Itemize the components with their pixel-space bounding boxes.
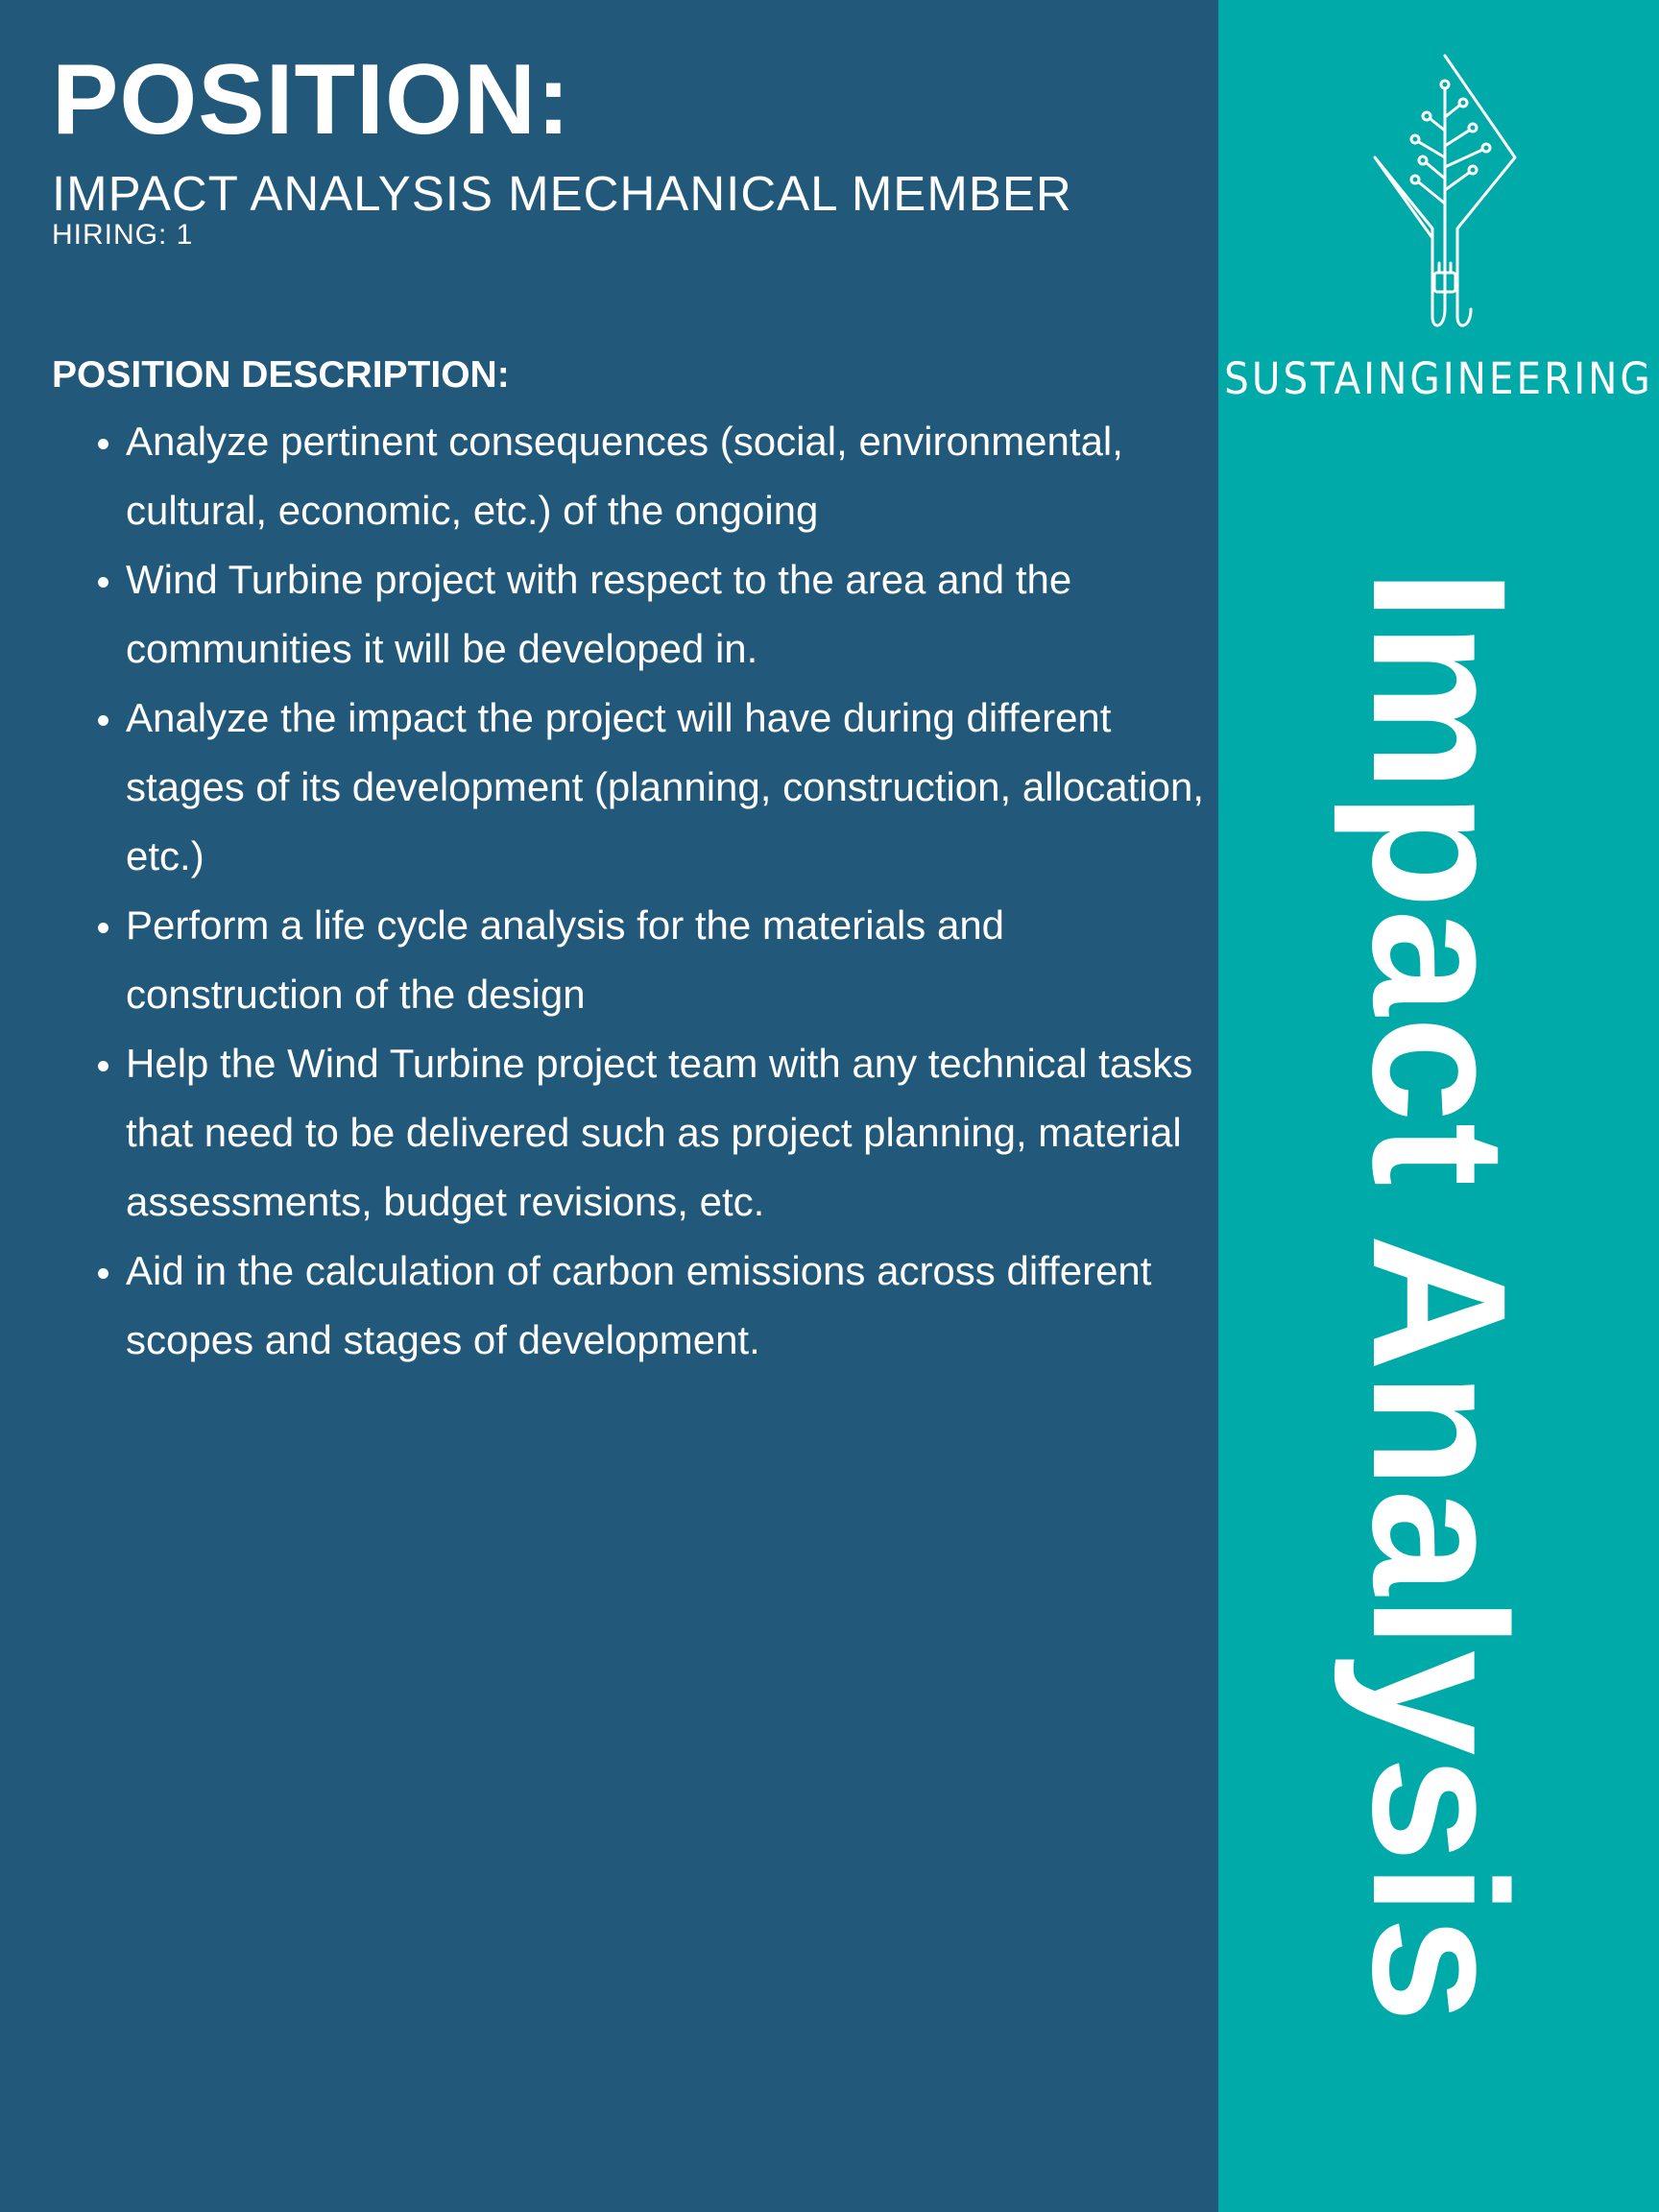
- position-name: IMPACT ANALYSIS MECHANICAL MEMBER: [52, 166, 1072, 221]
- list-item: • Aid in the calculation of carbon emissions across different scopes and stages of development.: [126, 1237, 1230, 1375]
- description-heading: POSITION DESCRIPTION:: [52, 354, 510, 396]
- description-list: [52, 407, 1230, 1375]
- page-title: POSITION:: [52, 44, 571, 156]
- list-item: • Wind Turbine project with respect to the area and the communities it will be developed in.: [126, 545, 1230, 684]
- brand-name: SUSTAINGINEERING: [1224, 353, 1653, 404]
- hiring-count: HIRING: 1: [52, 219, 194, 251]
- list-item: • Analyze pertinent consequences (social, environmental, cultural, economic, etc.) of the ongoing: [126, 407, 1230, 545]
- tree-circuit-plug-icon: [1363, 50, 1527, 338]
- vertical-label-area: [1218, 451, 1659, 2141]
- vertical-label: Impact Analysis: [1333, 568, 1546, 2024]
- list-item: • Analyze the impact the project will have during different stages of its development (planning, construction, allocation, etc.): [126, 684, 1230, 891]
- list-item: • Perform a life cycle analysis for the materials and construction of the design: [126, 891, 1230, 1029]
- list-item: • Help the Wind Turbine project team with any technical tasks that need to be delivered such as project planning, material assessments, budget revisions, etc.: [126, 1029, 1230, 1237]
